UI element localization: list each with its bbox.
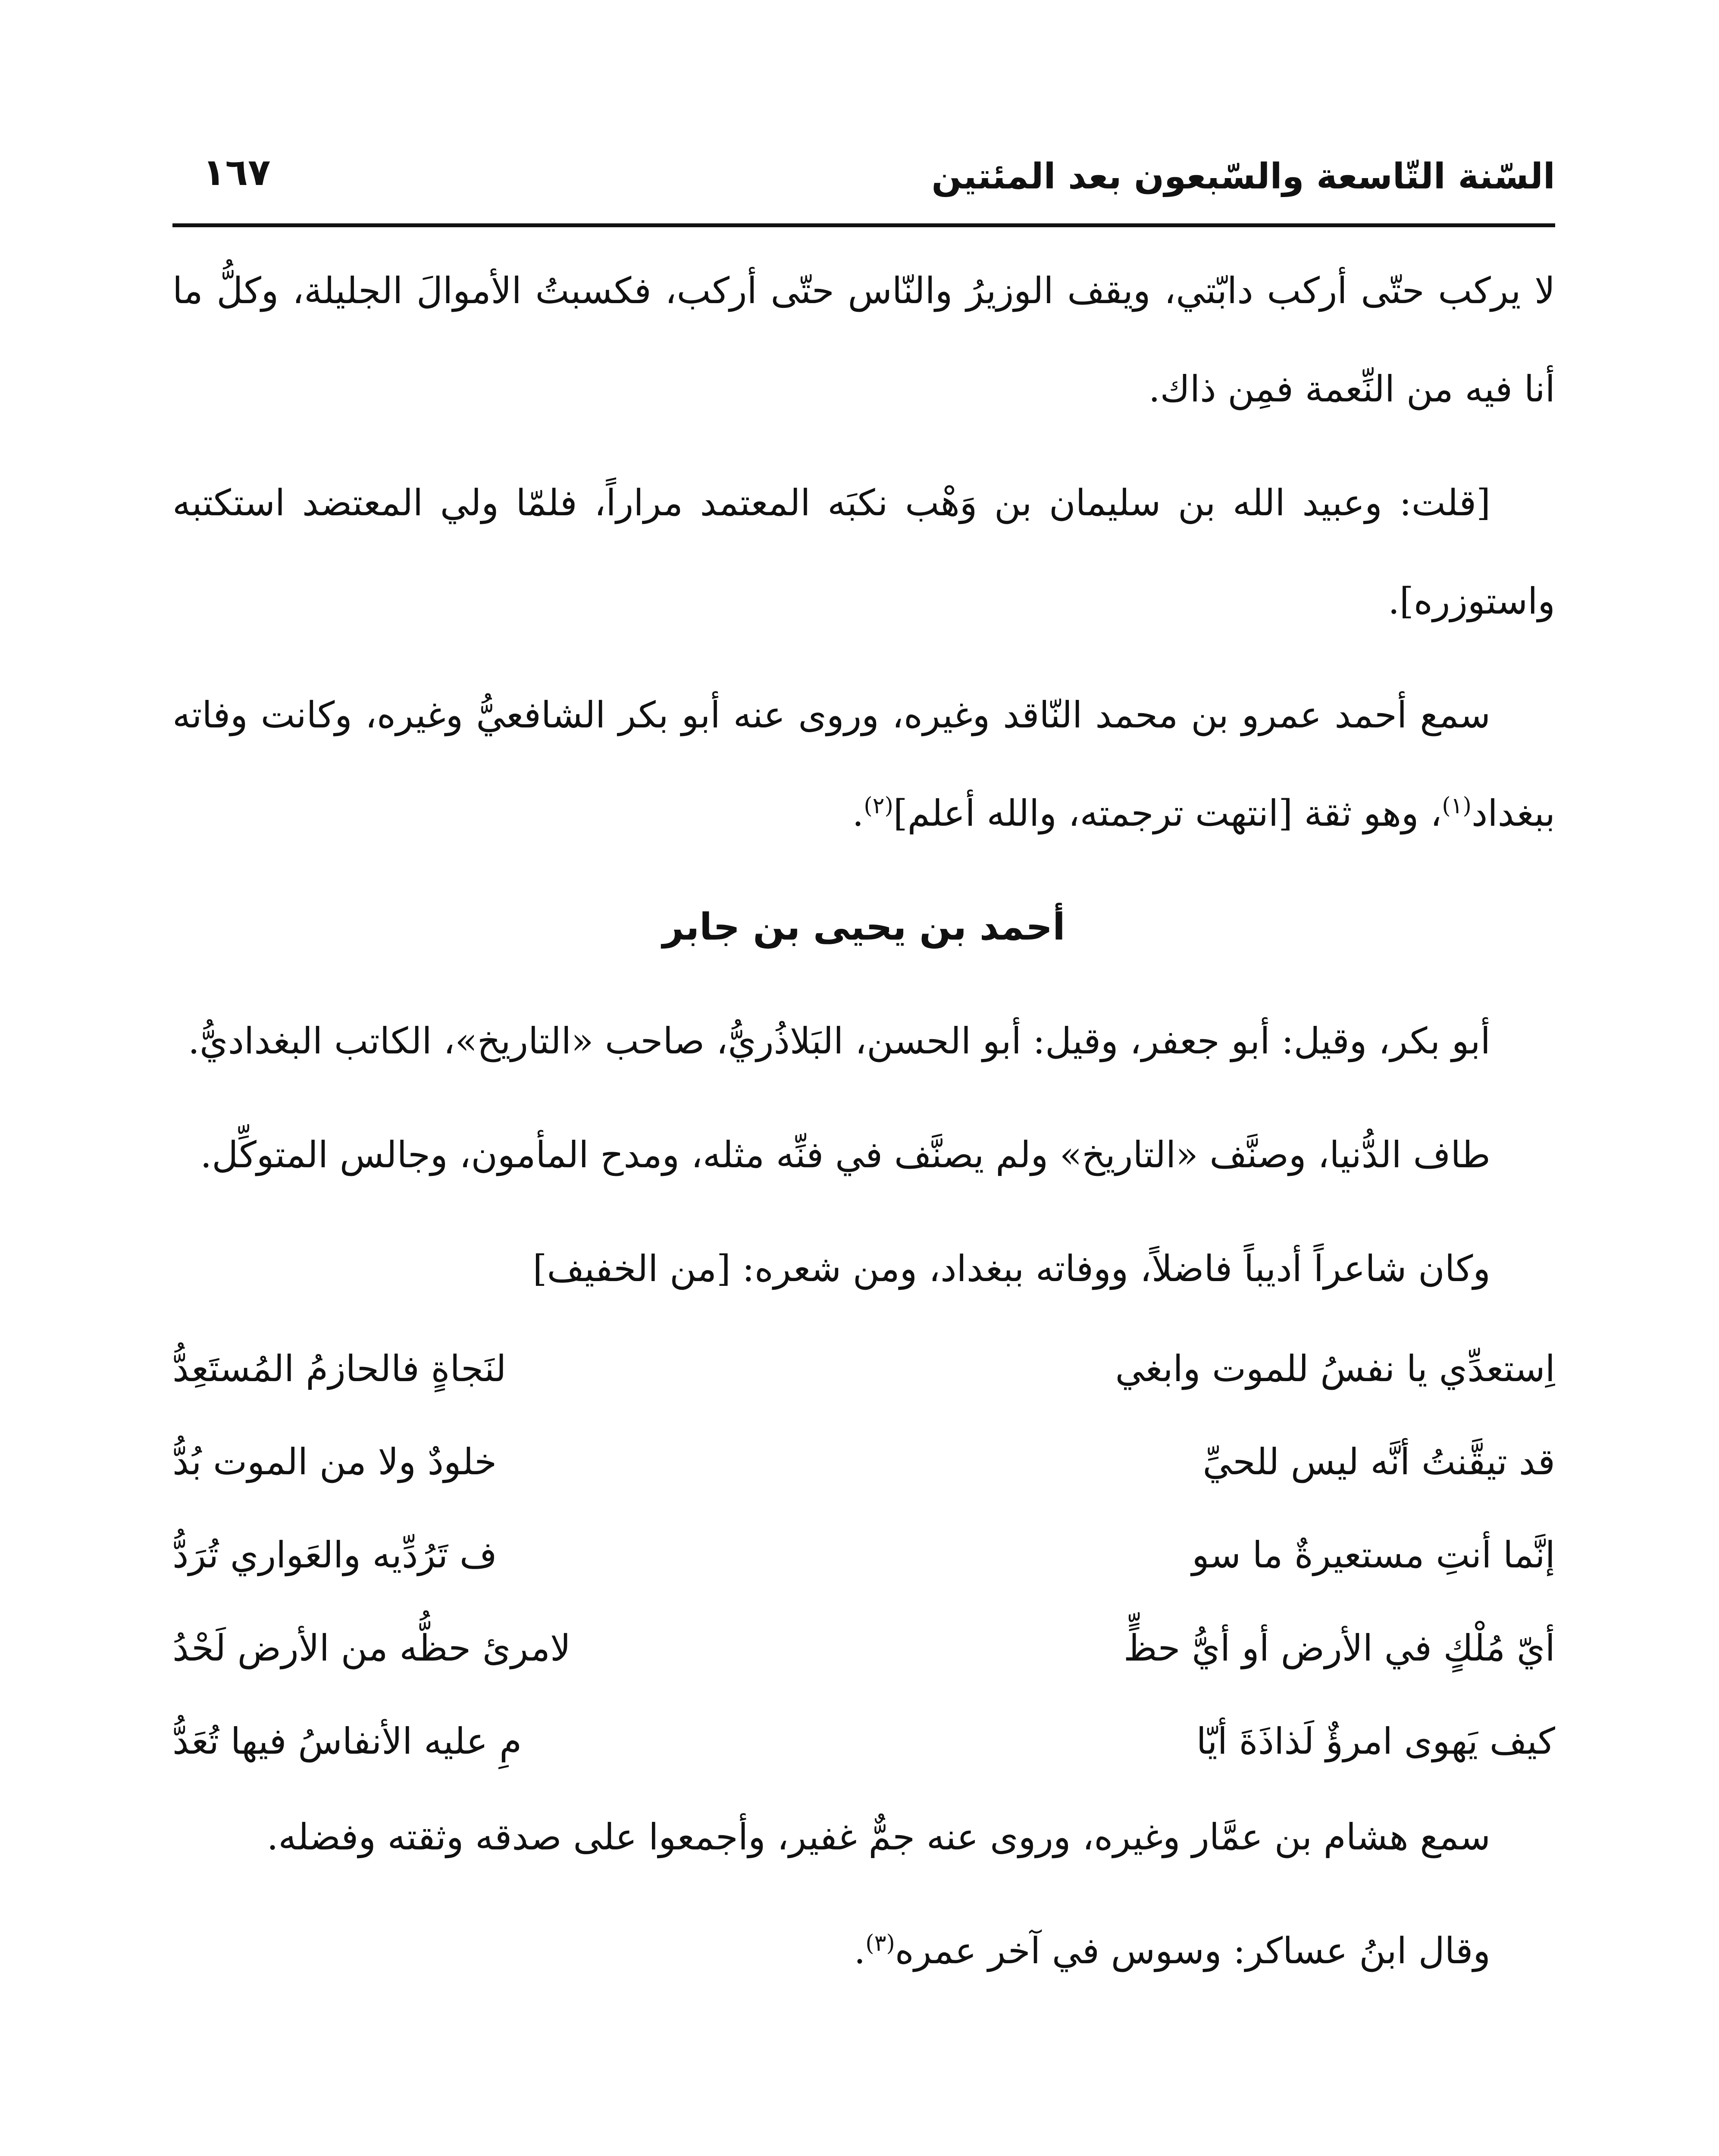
- paragraph-5: طاف الدُّنيا، وصنَّف «التاريخ» ولم يصنَّف في فنِّه مثله، ومدح المأمون، وجالس المتوكِّل.: [200, 1134, 1490, 1176]
- poem-hemistich-second: لنَجاةٍ فالحازمُ المُستَعِدُّ: [172, 1348, 507, 1390]
- poem: [172, 1322, 1555, 1788]
- poem-hemistich-second: لامرئ حظُّه من الأرض لَحْدُ: [172, 1627, 571, 1669]
- poem-verse: [172, 1695, 1555, 1788]
- paragraph-3-text: سمع أحمد عمرو بن محمد النّاقد وغيره، وروى عنه أبو بكر الشافعيُّ وغيره، وكانت وفاته ببغداد: [172, 694, 1555, 834]
- paragraph-8-end: .: [854, 1930, 866, 1972]
- footnote-ref-1[interactable]: (١): [1442, 793, 1472, 819]
- poem-hemistich-first: إنَّما أنتِ مستعيرةٌ ما سو: [1192, 1534, 1555, 1576]
- paragraph-4: أبو بكر، وقيل: أبو جعفر، وقيل: أبو الحسن، البَلاذُريُّ، صاحب «التاريخ»، الكاتب البغداديُّ.: [188, 1020, 1490, 1062]
- poem-hemistich-second: مِ عليه الأنفاسُ فيها تُعَدُّ: [172, 1720, 522, 1762]
- paragraph-8: [172, 1902, 1555, 2000]
- poem-hemistich-first: اِستعدِّي يا نفسُ للموت وابغي: [1115, 1348, 1555, 1390]
- poem-verse: [172, 1508, 1555, 1601]
- paragraph-8-text: وقال ابنُ عساكر: وسوس في آخر عمره: [895, 1930, 1490, 1972]
- paragraph-6: وكان شاعراً أديباً فاضلاً، ووفاته ببغداد، ومن شعره: [من الخفيف]: [532, 1247, 1490, 1290]
- page-number: ١٦٧: [203, 151, 271, 194]
- paragraph-3-end: .: [852, 792, 864, 834]
- paragraph-3: [172, 666, 1555, 862]
- biography-heading: أحمد بن يحيى بن جابر: [662, 906, 1065, 949]
- poem-hemistich-second: ف تَرُدِّيه والعَواري تُرَدُّ: [172, 1534, 497, 1576]
- footnote-ref-3[interactable]: (٣): [865, 1930, 895, 1956]
- poem-verse: [172, 1322, 1555, 1415]
- main-text: [172, 241, 1555, 2015]
- poem-verse: [172, 1601, 1555, 1695]
- paragraph-7: سمع هشام بن عمَّار وغيره، وروى عنه جمٌّ غفير، وأجمعوا على صدقه وثقته وفضله.: [266, 1816, 1490, 1858]
- poem-hemistich-first: قد تيقَّنتُ أنَّه ليس للحيِّ: [1202, 1441, 1555, 1483]
- poem-hemistich-first: أيّ مُلْكٍ في الأرض أو أيُّ حظٍّ: [1123, 1627, 1555, 1669]
- running-title: السّنة التّاسعة والسّبعون بعد المئتين: [931, 156, 1555, 197]
- poem-hemistich-second: خلودٌ ولا من الموت بُدُّ: [172, 1441, 497, 1483]
- paragraph-1: لا يركب حتّى أركب دابّتي، ويقف الوزيرُ والنّاس حتّى أركب، فكسبتُ الأموالَ الجليلة، وكلُّ ما أنا فيه من النِّعمة فمِن ذاك.: [172, 270, 1555, 410]
- header-rule: [172, 223, 1555, 227]
- footnote-ref-2[interactable]: (٢): [864, 793, 893, 819]
- page-header: [172, 142, 1555, 216]
- poem-verse: [172, 1415, 1555, 1508]
- paragraph-2: [قلت: وعبيد الله بن سليمان بن وَهْب نكبَه المعتمد مراراً، فلمّا ولي المعتضد استكتبه واستوزره].: [172, 482, 1555, 622]
- poem-hemistich-first: كيف يَهوى امرؤٌ لَذاذَةَ أيّا: [1196, 1720, 1555, 1762]
- paragraph-3-mid: ، وهو ثقة [انتهت ترجمته، والله أعلم]: [893, 792, 1442, 834]
